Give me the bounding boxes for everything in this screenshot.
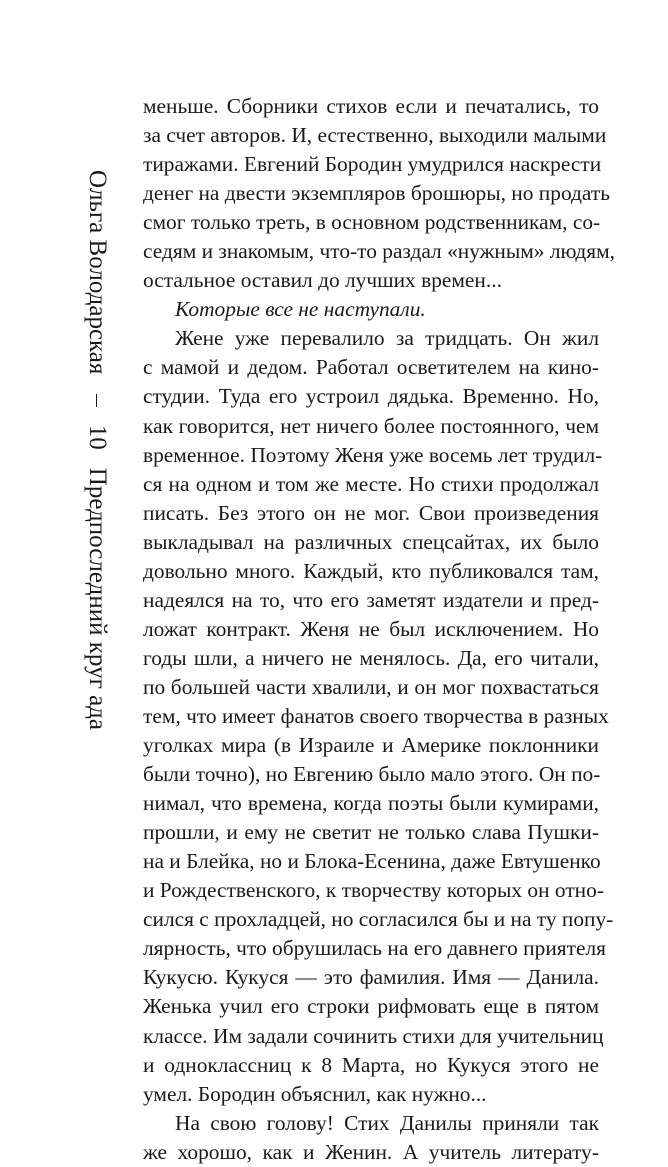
text-line: лярность, что обрушилась на его давнего приятеля [143,936,606,961]
body-text [143,92,615,1167]
text-line: тем, что имеет фанатов своего творчества в разных [143,703,609,728]
text-line: же хорошо, как и Женин. А учитель литерату- [143,1139,599,1164]
running-head-divider [97,394,98,406]
text-line: прошли, и ему не светит не только слава Пушки- [143,820,599,845]
page-number: 10 [84,424,111,450]
text-line-italic: Которые все не наступали. [175,297,426,322]
text-line: ложат контракт. Женя не был исключением. Но [143,616,599,641]
text-line: писать. Без этого он не мог. Свои произведения [143,500,599,525]
running-head [77,170,117,730]
text-line: уголках мира (в Израиле и Америке поклонники [143,733,599,758]
text-line: Кукусю. Кукуся — это фамилия. Имя — Данила. [143,965,599,990]
text-line: надеялся на то, что его заметят издатели и пред- [143,587,599,612]
text-line: по большей части хвалили, и он мог похвастаться [143,674,599,699]
text-line: с мамой и дедом. Работал осветителем на кино- [143,355,599,380]
text-line: на и Блейка, но и Блока-Есенина, даже Евтушенко [143,849,601,874]
text-line: денег на двести экземпляров брошюры, но продать [143,181,610,206]
text-line: довольно много. Каждый, кто публиковался там, [143,558,599,583]
text-line: Жене уже перевалило за тридцать. Он жил [175,326,599,351]
text-line: и Рождественского, к творчеству которых он отно- [143,878,604,903]
text-line: остальное оставил до лучших времен... [143,268,502,293]
text-line: Женька учил его строки рифмовать еще в пятом [143,994,599,1019]
text-line: меньше. Сборники стихов если и печатались, то [143,94,599,118]
text-line: были точно), но Евгению было мало этого. Он по- [143,762,601,787]
text-line: классе. Им задали сочинить стихи для учительниц [143,1023,604,1048]
text-line: и одноклассниц к 8 Марта, но Кукуся этого не [143,1052,599,1077]
text-line: ся на одном и том же месте. Но стихи продолжал [143,471,599,496]
running-head-book-title: Предпоследний круг ада [84,467,111,730]
text-line: тиражами. Евгений Бородин умудрился наскрести [143,152,602,177]
text-line: нимал, что времена, когда поэты были кумирами, [143,791,599,816]
text-line: седям и знакомым, что-то раздал «нужным» людям, [143,239,615,264]
text-line: выкладывал на различных спецсайтах, их было [143,529,599,554]
text-line: умел. Бородин объяснил, как нужно... [143,1081,487,1106]
running-head-author: Ольга Володарская [84,170,111,375]
text-line: годы шли, а ничего не менялось. Да, его читали, [143,645,599,670]
text-line: студии. Туда его устроил дядька. Временно. Но, [143,384,599,409]
text-line: временное. Поэтому Женя уже восемь лет трудил- [143,442,603,467]
text-line: как говорится, нет ничего более постоянного, чем [143,413,599,438]
text-line: На свою голову! Стих Данилы приняли так [175,1110,599,1135]
text-line: за счет авторов. И, естественно, выходили малыми [143,123,607,148]
text-line: смог только треть, в основном родственникам, со- [143,210,601,235]
text-line: сился с прохладцей, но согласился бы и на ту попу- [143,907,614,932]
